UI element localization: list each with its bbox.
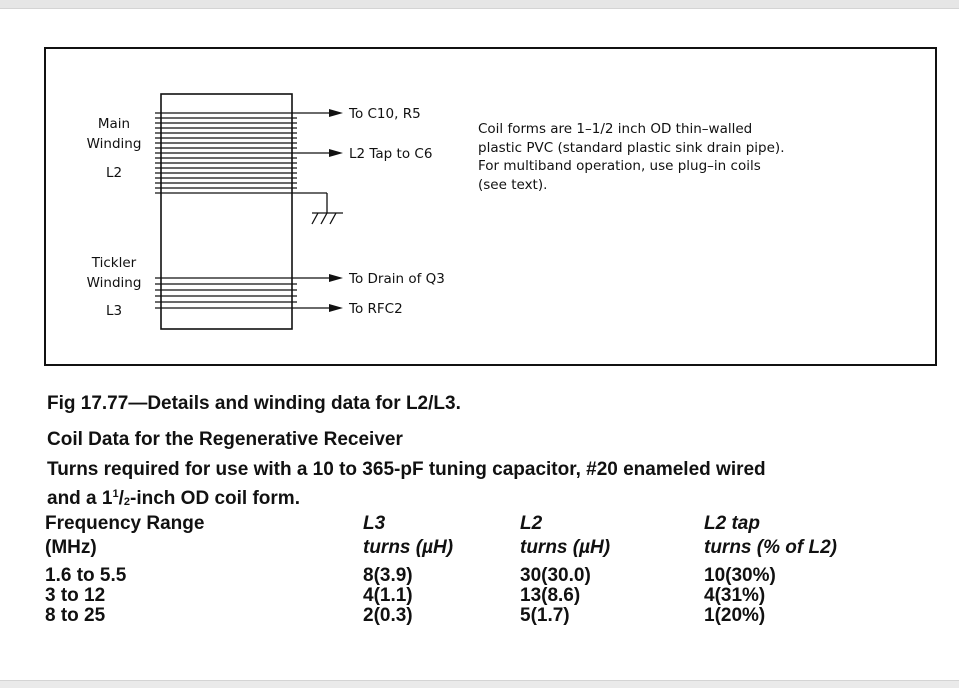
- table-cell: 1.6 to 5.5: [45, 565, 127, 586]
- table-cell: 2(0.3): [363, 605, 413, 626]
- connection-c10-r5: To C10, R5: [349, 106, 421, 122]
- header-l2: L2 turns (µH): [520, 513, 611, 558]
- connection-drain-q3: To Drain of Q3: [349, 271, 445, 287]
- connection-l2-tap: L2 Tap to C6: [349, 146, 433, 162]
- table-cell: 13(8.6): [520, 585, 581, 606]
- note-line: (see text).: [478, 176, 548, 193]
- table-header-row: [45, 512, 904, 566]
- note-line: plastic PVC (standard plastic sink drain pipe).: [478, 139, 785, 156]
- coil-data-table: [45, 512, 904, 626]
- table-row: [45, 566, 904, 586]
- table-cell: 4(1.1): [363, 585, 413, 606]
- arrow-right-icon: [329, 274, 343, 282]
- header-l2-tap: L2 tap turns (% of L2): [704, 513, 837, 558]
- table-cell: 4(31%): [704, 585, 766, 606]
- tickler-winding-turns: [155, 278, 297, 308]
- table-cell: 10(30%): [704, 565, 776, 586]
- main-winding-label-3: L2: [105, 165, 123, 181]
- main-winding-label-1: Main: [97, 116, 131, 132]
- table-cell: 30(30.0): [520, 565, 591, 586]
- table-cell: 8(3.9): [363, 565, 413, 586]
- arrow-right-icon: [329, 304, 343, 312]
- header-frequency-range: Frequency Range (MHz): [45, 513, 205, 558]
- table-cell: 3 to 12: [45, 585, 106, 606]
- figure-caption: Fig 17.77—Details and winding data for L2/L3.: [47, 393, 461, 414]
- coil-form-note: [478, 120, 878, 194]
- description-line-1: Turns required for use with a 10 to 365-pF tuning capacitor, #20 enameled wired: [47, 459, 766, 480]
- main-winding-turns: [155, 113, 297, 193]
- note-line: For multiband operation, use plug–in coils: [478, 158, 761, 174]
- description-line-2: and a $1^1/_2$-inch OD coil form.: [47, 488, 300, 509]
- table-row: [45, 606, 904, 626]
- table-description: [47, 458, 766, 514]
- arrow-right-icon: [329, 109, 343, 117]
- ground-icon: [297, 193, 343, 224]
- tickler-winding-label-2: Winding: [86, 275, 142, 291]
- table-title: Coil Data for the Regenerative Receiver: [47, 429, 403, 450]
- note-line: Coil forms are 1–1/2 inch OD thin–walled: [478, 121, 753, 137]
- table-cell: 8 to 25: [45, 605, 106, 626]
- header-l3: L3 turns (µH): [363, 513, 454, 558]
- tickler-winding-label-1: Tickler: [91, 255, 137, 271]
- table-cell: 1(20%): [704, 605, 766, 626]
- main-winding-label-2: Winding: [86, 136, 142, 152]
- arrow-right-icon: [329, 149, 343, 157]
- coil-form: [161, 94, 292, 329]
- tickler-winding-label-3: L3: [105, 303, 123, 319]
- connection-rfc2: To RFC2: [349, 301, 403, 317]
- table-row: [45, 586, 904, 606]
- table-cell: 5(1.7): [520, 605, 570, 626]
